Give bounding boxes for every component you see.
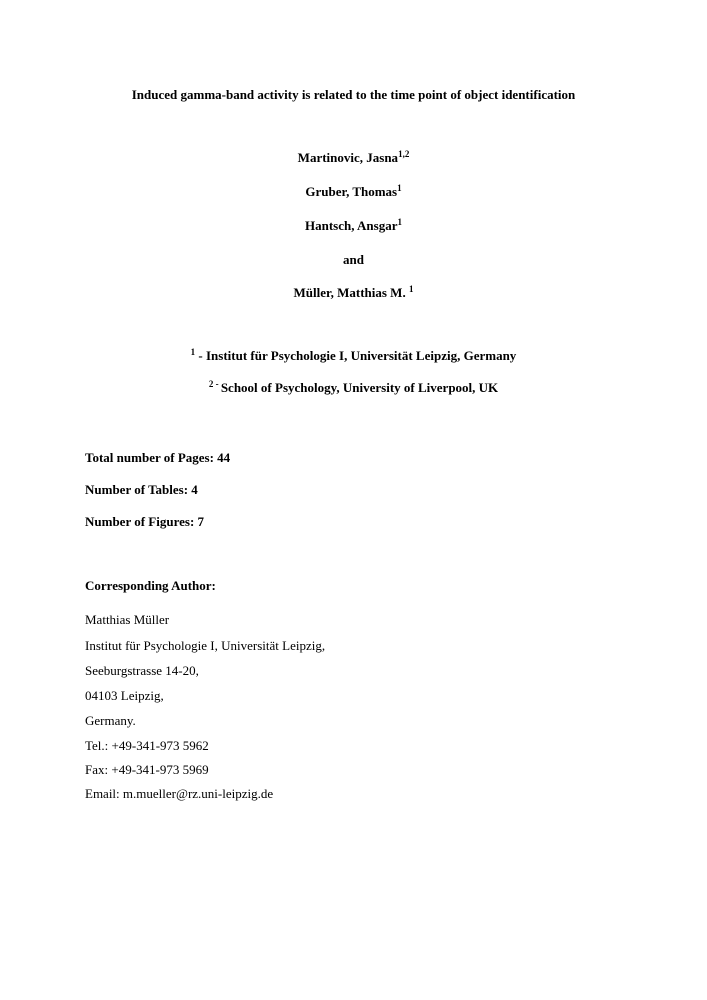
author-name: Gruber, Thomas (305, 184, 398, 199)
author-affiliation-superscript: 1 (408, 284, 414, 294)
corresponding-author-heading: Corresponding Author: (85, 578, 216, 593)
author-line-2 (0, 183, 707, 200)
author-line-1 (0, 149, 707, 166)
author-name: Müller, Matthias M. (293, 285, 409, 300)
author-affiliation-superscript: 1 (397, 183, 402, 193)
affiliation-1 (0, 347, 707, 364)
affiliation-superscript: 2 - (208, 379, 221, 389)
author-affiliation-superscript: 1 (397, 217, 402, 227)
affiliation-text: - Institut für Psychologie I, Universität Leipzig, Germany (195, 348, 517, 363)
email-line: Email: m.mueller@rz.uni-leipzig.de (85, 786, 274, 801)
paper-title: Induced gamma-band activity is related to the time point of object identification (131, 87, 576, 102)
affiliation-superscript: 1 (190, 347, 196, 357)
author-line-4 (0, 284, 707, 301)
figures-count: Number of Figures: 7 (85, 514, 205, 529)
fax-line: Fax: +49-341-973 5969 (85, 762, 209, 777)
author-name: Hantsch, Ansgar (305, 218, 398, 233)
address-line: Germany. (85, 713, 136, 728)
and-separator: and (343, 252, 364, 267)
corresponding-author-name: Matthias Müller (85, 612, 170, 627)
author-name: Martinovic, Jasna (297, 150, 399, 165)
address-line: Institut für Psychologie I, Universität Leipzig, (85, 638, 326, 653)
phone-line: Tel.: +49-341-973 5962 (85, 738, 209, 753)
pages-count: Total number of Pages: 44 (85, 450, 231, 465)
author-affiliation-superscript: 1,2 (398, 149, 410, 159)
affiliation-2 (0, 379, 707, 396)
address-line: Seeburgstrasse 14-20, (85, 663, 199, 678)
author-line-3 (0, 217, 707, 234)
tables-count: Number of Tables: 4 (85, 482, 198, 497)
address-line: 04103 Leipzig, (85, 688, 164, 703)
affiliation-text: School of Psychology, University of Liverpool, UK (220, 380, 499, 395)
